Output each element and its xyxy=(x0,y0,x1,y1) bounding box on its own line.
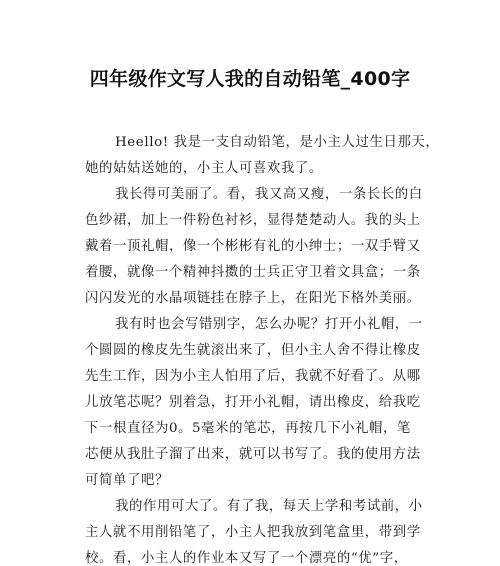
text-line: 校。看，小主人的作业本又写了一个漂亮的“优”字， xyxy=(85,551,408,566)
text-line: 闪闪发光的水晶项链挂在脖子上，在阳光下格外美丽。 xyxy=(85,291,421,306)
text-line: 色纱裙，加上一件粉色衬衫，显得楚楚动人。我的头上 xyxy=(85,213,421,228)
text-line: 戴着一顶礼帽，像一个彬彬有礼的小绅士；一双手臂又 xyxy=(85,239,421,254)
text-line: 个圆圆的橡皮先生就滚出来了，但小主人舍不得让橡皮 xyxy=(85,343,421,358)
text-line: 我的作用可大了。有了我，每天上学和考试前，小 xyxy=(115,499,423,514)
text-line: 先生工作，因为小主人怕用了后，我就不好看了。从哪 xyxy=(85,369,421,384)
page-title: 四年级作文写人我的自动铅笔_400字 xyxy=(89,68,411,90)
text-line: 我长得可美丽了。看，我又高又瘦，一条长长的白 xyxy=(115,187,423,202)
text-line: 下一根直径为0。5毫米的笔芯，再按几下小礼帽，笔 xyxy=(85,421,412,436)
text-line: 她的姑姑送她的，小主人可喜欢我了。 xyxy=(85,161,323,176)
text-line: 芯便从我肚子溜了出来，就可以书写了。我的使用方法 xyxy=(85,447,421,462)
text-line: Heello! 我是一支自动铅笔，是小主人过生日那天， xyxy=(115,135,440,150)
article-body xyxy=(85,130,440,566)
text-line: 儿放笔芯呢？别着急，打开小礼帽，请出橡皮，给我吃 xyxy=(85,395,421,410)
text-line: 着腰，就像一个精神抖擞的士兵正守卫着文具盒；一条 xyxy=(85,265,421,280)
text-line: 我有时也会写错别字，怎么办呢？打开小礼帽，一 xyxy=(115,317,423,332)
text-line: 可简单了吧？ xyxy=(85,473,169,488)
text-line: 主人就不用削铅笔了，小主人把我放到笔盒里，带到学 xyxy=(85,525,421,540)
